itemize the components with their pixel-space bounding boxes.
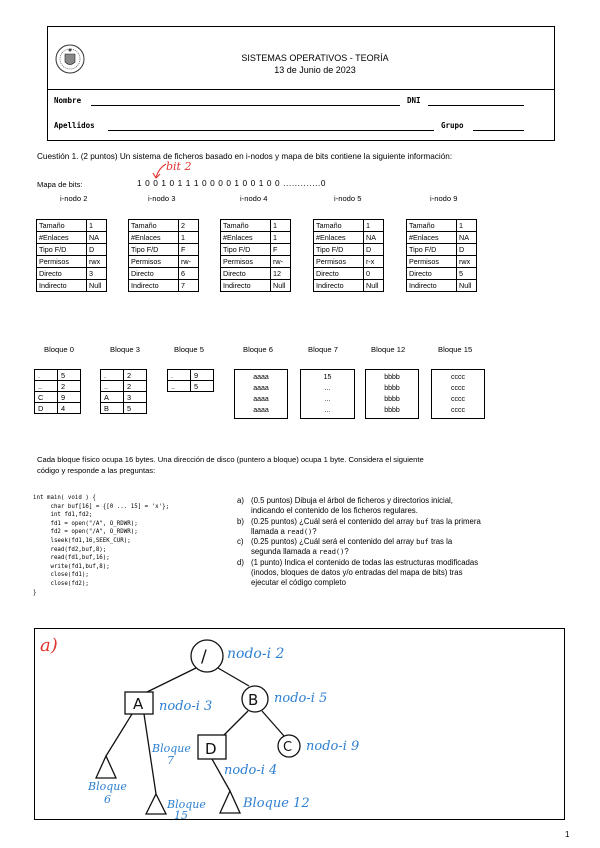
blk12-label: Bloque 12 <box>243 796 310 811</box>
inode-field: #Enlaces <box>314 232 364 244</box>
block12-title: Bloque 12 <box>371 345 406 354</box>
inode-value: NA <box>87 232 107 244</box>
inode-field: Directo <box>314 268 364 280</box>
dir-entry-inode: 5 <box>124 403 147 414</box>
inode-table <box>406 219 477 292</box>
dni-field[interactable] <box>428 96 524 106</box>
sub-question-line: llamada a read()? <box>251 526 317 536</box>
inode-table <box>313 219 384 292</box>
inode-field: Tamaño <box>407 220 457 232</box>
note-node-d: nodo-i 4 <box>224 763 278 778</box>
dir-entry-name: .. <box>101 381 124 392</box>
note-root: nodo-i 2 <box>227 646 285 662</box>
inode-value: D <box>87 244 107 256</box>
inode-value: F <box>271 244 291 256</box>
sub-question-label: d) <box>237 557 244 567</box>
data-block-line: cccc <box>451 385 465 392</box>
inode-field: Indirecto <box>37 280 87 292</box>
data-block-line: ... <box>324 407 331 414</box>
inode-value: 7 <box>179 280 199 292</box>
code-line: } <box>33 589 37 596</box>
inode-row <box>37 220 107 232</box>
dir-entry-name: .. <box>168 381 191 392</box>
dir-entry-inode: 2 <box>124 381 147 392</box>
inode-row <box>221 232 291 244</box>
code-line: lseek(fd1,16,SEEK_CUR); <box>33 537 131 544</box>
sub-question-line: (inodos, bloques de datos y/o entradas del mapa de bits) tras <box>251 568 463 578</box>
data-block-line: cccc <box>451 396 465 403</box>
code-line: int main( void ) { <box>33 495 96 501</box>
code-line: fd2 = open("/A", O_RDWR); <box>33 529 138 536</box>
inode-field: Indirecto <box>129 280 179 292</box>
inode-row <box>129 268 199 280</box>
inode-value: 3 <box>87 268 107 280</box>
inode-field: #Enlaces <box>221 232 271 244</box>
block6-title: Bloque 6 <box>243 345 273 354</box>
inode-row <box>129 244 199 256</box>
exam-date: 13 de Junio de 2023 <box>274 65 356 75</box>
data-block-line: cccc <box>451 407 465 414</box>
data-block-line: 15 <box>323 374 332 381</box>
inode-row <box>407 268 477 280</box>
inode-value: 1 <box>364 220 384 232</box>
tree-node-d: D <box>205 740 217 758</box>
sub-question-line: (0.5 puntos) Dibuja el árbol de ficheros y directorios inicial, <box>251 496 453 505</box>
dir-entry-inode: 5 <box>191 381 214 392</box>
sub-questions <box>237 496 537 589</box>
inode-value: 0 <box>364 268 384 280</box>
block7-box <box>300 369 355 419</box>
inode-field: Indirecto <box>221 280 271 292</box>
inode-value: 1 <box>179 232 199 244</box>
sub-question-line: indicando el contenido de los ficheros regulares. <box>251 506 418 516</box>
block0-title: Bloque 0 <box>44 345 74 354</box>
inode-table <box>36 219 107 292</box>
question-points: (2 puntos) <box>80 152 118 161</box>
inode-row <box>221 244 291 256</box>
sub-question-text <box>251 558 478 589</box>
code-line: read(fd2,buf,8); <box>33 546 107 553</box>
exam-title: SISTEMAS OPERATIVOS - TEORÍA <box>241 53 389 63</box>
sub-question-line: (0.25 puntos) ¿Cuál será el contenido del array buf tras la primera <box>251 516 481 526</box>
inode-field: Indirecto <box>314 280 364 292</box>
inode-value: 6 <box>179 268 199 280</box>
sub-question-label: b) <box>237 516 244 526</box>
block12-box <box>365 369 419 419</box>
inode-value: rwx <box>87 256 107 268</box>
dir-entry-name: .. <box>35 381 58 392</box>
tree-node-c: C <box>283 740 293 755</box>
inode-field: Permisos <box>221 256 271 268</box>
inode-field: Tipo F/D <box>221 244 271 256</box>
data-block-line: aaaa <box>253 385 269 392</box>
blk15-label-a: Bloque <box>167 798 206 811</box>
inode-row <box>37 232 107 244</box>
dir-entry-inode: 3 <box>124 392 147 403</box>
dir-entry-inode: 2 <box>124 370 147 381</box>
dir-entry-name: B <box>101 403 124 414</box>
sub-question <box>237 558 537 589</box>
dir-entry-name: D <box>35 403 58 414</box>
inode-row <box>129 220 199 232</box>
block3-title: Bloque 3 <box>110 345 140 354</box>
dir-entry <box>35 370 81 381</box>
inode-row <box>221 268 291 280</box>
inode-field: #Enlaces <box>129 232 179 244</box>
dir-entry-name: . <box>35 370 58 381</box>
inode-value: r-x <box>364 256 384 268</box>
tree-node-b: B <box>248 691 259 709</box>
blk15-label-b: 15 <box>174 809 188 820</box>
sub-question-line: segunda llamada a read()? <box>251 547 349 557</box>
inode-row <box>407 280 477 292</box>
dir-entry-name: . <box>101 370 124 381</box>
block5-table <box>167 369 214 392</box>
inode-value: Null <box>457 280 477 292</box>
inode-value: Null <box>271 280 291 292</box>
header-divider <box>47 89 555 90</box>
dir-entry <box>168 381 214 392</box>
sub-question <box>237 496 537 517</box>
inode-field: #Enlaces <box>407 232 457 244</box>
inode-row <box>221 256 291 268</box>
question-text: Un sistema de ficheros basado en i-nodos y mapa de bits contiene la siguiente información: <box>119 152 453 161</box>
exam-title-block <box>200 52 430 76</box>
inode-row <box>314 268 384 280</box>
inode-value: 1 <box>271 232 291 244</box>
inode-value: Null <box>87 280 107 292</box>
dir-entry <box>101 381 147 392</box>
dir-entry <box>35 392 81 403</box>
sub-question-line: ejecutar el código completo <box>251 578 346 588</box>
dir-entry-inode: 2 <box>58 381 81 392</box>
block3-table <box>100 369 147 414</box>
blk7-label-b: 7 <box>167 754 174 767</box>
inode-value: 12 <box>271 268 291 280</box>
inode-field: Tamaño <box>129 220 179 232</box>
block15-box <box>431 369 485 419</box>
bitmap-label: Mapa de bits: <box>37 180 83 189</box>
inode-field: Tamaño <box>314 220 364 232</box>
data-block-line: bbbb <box>384 385 400 392</box>
inode-value: 2 <box>179 220 199 232</box>
inode-field: Tipo F/D <box>37 244 87 256</box>
intro-text <box>37 454 424 476</box>
sub-question-line: (1 punto) Indica el contenido de todas las estructuras modificadas <box>251 557 479 567</box>
block15-title: Bloque 15 <box>438 345 473 354</box>
inode-value: 1 <box>87 220 107 232</box>
inode-title: i-nodo 2 <box>60 194 88 203</box>
inode-row <box>314 244 384 256</box>
sub-question <box>237 517 537 538</box>
inode-row <box>129 256 199 268</box>
code-line: write(fd1,buf,8); <box>33 563 110 570</box>
question-statement <box>37 152 452 161</box>
data-block-line: ... <box>324 396 331 403</box>
inode-field: Tamaño <box>37 220 87 232</box>
sub-question-label: c) <box>237 537 244 547</box>
inode-row <box>314 220 384 232</box>
block5-title: Bloque 5 <box>174 345 204 354</box>
data-block-line: bbbb <box>384 396 400 403</box>
inode-row <box>314 256 384 268</box>
code-line: char buf[16] = {[0 ... 15] = 'x'}; <box>33 503 170 510</box>
dir-entry-inode: 4 <box>58 403 81 414</box>
blk6-label-b: 6 <box>104 793 111 806</box>
sub-question-label: a) <box>237 496 244 505</box>
data-block-line: cccc <box>451 374 465 381</box>
university-seal-icon <box>55 44 85 74</box>
note-node-a: nodo-i 3 <box>159 699 213 714</box>
sub-question <box>237 537 537 558</box>
data-block-line: bbbb <box>384 374 400 381</box>
dir-entry <box>168 370 214 381</box>
inode-title: i-nodo 5 <box>334 194 362 203</box>
sub-question-line: (0.25 puntos) ¿Cuál será el contenido del array buf tras la <box>251 537 453 547</box>
inode-field: Tipo F/D <box>314 244 364 256</box>
inode-value: 1 <box>271 220 291 232</box>
tree-node-a: A <box>133 695 144 713</box>
inode-field: Permisos <box>37 256 87 268</box>
dir-entry-inode: 9 <box>191 370 214 381</box>
dni-label: DNI <box>407 96 421 105</box>
inode-row <box>314 232 384 244</box>
data-block-line: bbbb <box>384 407 400 414</box>
inode-field: Directo <box>407 268 457 280</box>
inode-value: F <box>179 244 199 256</box>
inode-table <box>128 219 199 292</box>
inode-row <box>37 244 107 256</box>
inode-value: NA <box>457 232 477 244</box>
data-block-line: aaaa <box>253 396 269 403</box>
inode-value: D <box>457 244 477 256</box>
code-line: read(fd1,buf,16); <box>33 555 110 562</box>
inode-value: rwx <box>457 256 477 268</box>
inode-row <box>407 244 477 256</box>
dir-entry-name: A <box>101 392 124 403</box>
blk6-label-a: Bloque <box>88 780 127 793</box>
dir-entry <box>101 370 147 381</box>
sub-question-text <box>251 517 481 538</box>
file-tree-drawing <box>34 628 565 820</box>
inode-title: i-nodo 4 <box>240 194 268 203</box>
blk7-label-a: Bloque <box>152 742 191 755</box>
inode-field: Tipo F/D <box>407 244 457 256</box>
bit2-annotation: bit 2 <box>166 160 192 173</box>
dir-entry <box>101 403 147 414</box>
inode-row <box>407 256 477 268</box>
dir-entry <box>101 392 147 403</box>
tree-root-label: / <box>201 647 207 667</box>
surname-field[interactable] <box>108 121 434 131</box>
inode-field: Directo <box>37 268 87 280</box>
inode-field: Indirecto <box>407 280 457 292</box>
inode-row <box>221 220 291 232</box>
inode-row <box>221 280 291 292</box>
inode-row <box>129 280 199 292</box>
code-line: fd1 = open("/A", O_RDWR); <box>33 520 138 527</box>
inode-value: rw- <box>271 256 291 268</box>
note-node-b: nodo-i 5 <box>274 691 328 706</box>
inode-field: Tamaño <box>221 220 271 232</box>
dir-entry-name: . <box>168 370 191 381</box>
dir-entry <box>35 403 81 414</box>
inode-table <box>220 219 291 292</box>
code-line: close(fd2); <box>33 580 89 587</box>
inode-row <box>314 280 384 292</box>
inode-title: i-nodo 9 <box>430 194 458 203</box>
data-block-line: ... <box>324 385 331 392</box>
intro-line-2: código y responde a las preguntas: <box>37 466 156 475</box>
inode-row <box>37 280 107 292</box>
dir-entry-inode: 9 <box>58 392 81 403</box>
block7-title: Bloque 7 <box>308 345 338 354</box>
block0-table <box>34 369 81 414</box>
inode-field: Permisos <box>407 256 457 268</box>
inode-value: Null <box>364 280 384 292</box>
surname-label: Apellidos <box>54 121 95 130</box>
intro-line-1: Cada bloque físico ocupa 16 bytes. Una dirección de disco (puntero a bloque) ocupa 1 byte. Considera el siguiente <box>37 455 424 464</box>
code-listing <box>33 494 169 597</box>
inode-field: Permisos <box>129 256 179 268</box>
block6-box <box>234 369 288 419</box>
page-number: 1 <box>565 830 570 839</box>
inode-field: Tipo F/D <box>129 244 179 256</box>
data-block-line: aaaa <box>253 374 269 381</box>
inode-row <box>129 232 199 244</box>
name-label: Nombre <box>54 96 82 105</box>
data-block-line: aaaa <box>253 407 269 414</box>
inode-value: D <box>364 244 384 256</box>
dir-entry-inode: 5 <box>58 370 81 381</box>
code-line: close(fd1); <box>33 572 89 579</box>
inode-row <box>37 268 107 280</box>
sub-question-text <box>251 537 452 558</box>
inode-title: i-nodo 3 <box>148 194 176 203</box>
bitmap-bits: 1 0 0 1 0 1 1 1 0 0 0 0 1 0 0 1 0 0 .............0 <box>137 178 327 188</box>
dir-entry <box>35 381 81 392</box>
note-node-c: nodo-i 9 <box>306 739 360 754</box>
inode-row <box>407 232 477 244</box>
group-label: Grupo <box>441 121 464 130</box>
inode-value: NA <box>364 232 384 244</box>
dir-entry-name: C <box>35 392 58 403</box>
sub-question-text <box>251 496 453 517</box>
inode-field: #Enlaces <box>37 232 87 244</box>
question-number: Cuestión 1. <box>37 152 79 161</box>
inode-field: Permisos <box>314 256 364 268</box>
inode-field: Directo <box>129 268 179 280</box>
name-field[interactable] <box>91 96 400 106</box>
inode-value: 1 <box>457 220 477 232</box>
code-line: int fd1,fd2; <box>33 512 93 519</box>
group-field[interactable] <box>473 121 524 131</box>
inode-value: 5 <box>457 268 477 280</box>
inode-row <box>37 256 107 268</box>
inode-value: rw- <box>179 256 199 268</box>
answer-a-label: a) <box>40 635 58 656</box>
inode-field: Directo <box>221 268 271 280</box>
inode-row <box>407 220 477 232</box>
